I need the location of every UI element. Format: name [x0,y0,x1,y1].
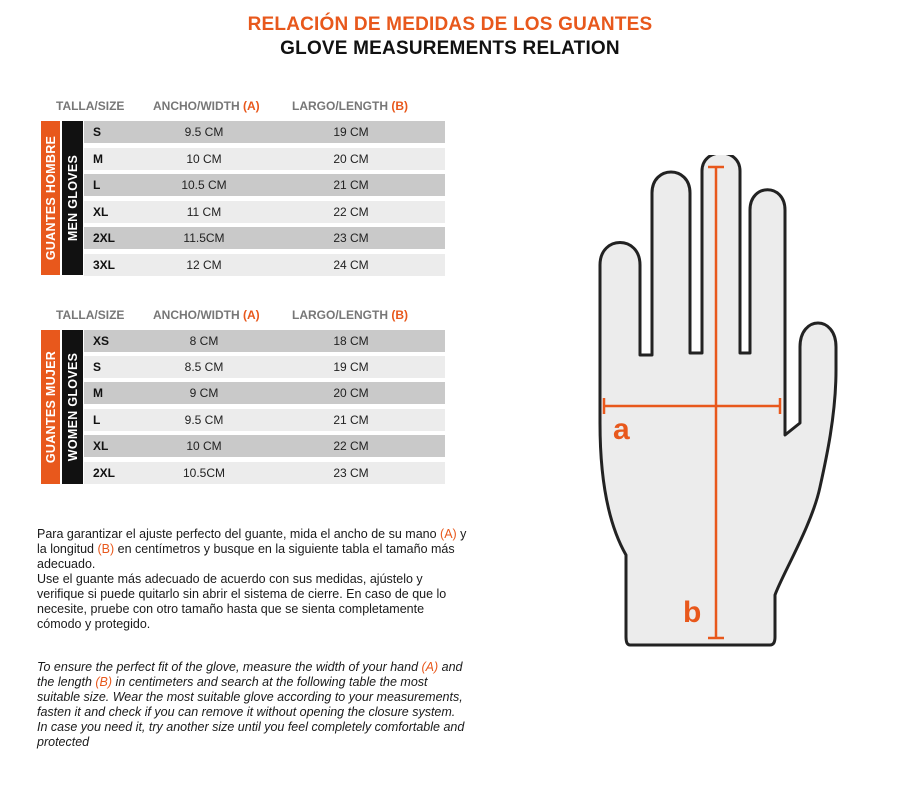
glove-diagram [590,155,850,650]
men-label-english: MEN GLOVES [62,121,83,275]
col-header-width: ANCHO/WIDTH (A) [153,99,260,113]
length-cell: 22 CM [333,439,369,453]
width-cell: 9.5 CM [184,125,224,139]
length-cell: 21 CM [333,413,369,427]
size-cell: XL [93,439,109,453]
table-row [84,356,445,378]
length-cell: 23 CM [333,466,369,480]
size-cell: 3XL [93,258,116,272]
col-header-length: LARGO/LENGTH (B) [292,99,409,113]
size-cell: L [93,413,101,427]
instructions-spanish [37,527,467,632]
width-cell: 8.5 CM [184,360,224,374]
title-english: GLOVE MEASUREMENTS RELATION [280,38,620,59]
width-cell: 12 CM [186,258,222,272]
table-row [84,227,445,249]
width-cell: 11 CM [186,205,222,219]
width-cell: 10.5CM [182,466,226,480]
title-spanish: RELACIÓN DE MEDIDAS DE LOS GUANTES [247,14,653,35]
size-cell: M [93,386,103,400]
width-cell: 9 CM [189,386,219,400]
table-row [84,148,445,170]
length-cell: 20 CM [333,386,369,400]
instructions-english [37,660,467,750]
length-cell: 22 CM [333,205,369,219]
col-header-size: TALLA/SIZE [56,308,125,322]
width-cell: 10.5 CM [181,178,227,192]
width-cell: 9.5 CM [184,413,224,427]
col-header-length: LARGO/LENGTH (B) [292,308,409,322]
col-header-size: TALLA/SIZE [56,99,125,113]
table-row [84,382,445,404]
instructions-english-p2: In case you need it, try another size until you feel completely comfortable and protected [37,720,465,749]
length-cell: 18 CM [333,334,369,348]
label-b: b [683,596,702,629]
table-row [84,174,445,196]
length-cell: 19 CM [333,360,369,374]
women-label-spanish: GUANTES MUJER [41,330,60,484]
size-cell: S [93,125,102,139]
table-row [84,254,445,276]
length-cell: 23 CM [333,231,369,245]
length-cell: 24 CM [333,258,369,272]
table-row [84,435,445,457]
width-cell: 10 CM [186,152,222,166]
size-cell: 2XL [93,231,116,245]
table-row [84,330,445,352]
col-header-width: ANCHO/WIDTH (A) [153,308,260,322]
length-cell: 19 CM [333,125,369,139]
size-cell: XL [93,205,109,219]
length-cell: 21 CM [333,178,369,192]
table-row [84,409,445,431]
width-cell: 11.5CM [183,231,225,245]
size-cell: S [93,360,102,374]
table-row [84,121,445,143]
length-cell: 20 CM [333,152,369,166]
instructions-spanish-p2: Use el guante más adecuado de acuerdo con sus medidas, ajústelo y verifique si puede quitarlo sin abrir el sistema de cierre. En caso de que lo necesite, pruebe con otro tamaño hasta que se sienta completamente cómodo y protegido. [37,572,447,631]
width-cell: 10 CM [186,439,222,453]
men-label-spanish: GUANTES HOMBRE [41,121,60,275]
size-cell: 2XL [93,466,116,480]
women-label-english: WOMEN GLOVES [62,330,83,484]
width-cell: 8 CM [189,334,219,348]
size-cell: XS [93,334,110,348]
glove-outline [600,155,836,645]
size-cell: M [93,152,103,166]
instructions-english-p1: To ensure the perfect fit of the glove, measure the width of your hand (A) and the length (B) in centimeters and search at the following table the most suitable size. Wear the most suitable glove according to your measurements, fasten it and check if you can remove it without opening the closure system. [37,660,463,719]
table-row [84,201,445,223]
label-a: a [613,413,630,446]
size-cell: L [93,178,101,192]
table-row [84,462,445,484]
instructions-spanish-p1: Para garantizar el ajuste perfecto del guante, mida el ancho de su mano (A) y la longitud (B) en centímetros y busque en la siguiente tabla el tamaño más adecuado. [37,527,467,571]
